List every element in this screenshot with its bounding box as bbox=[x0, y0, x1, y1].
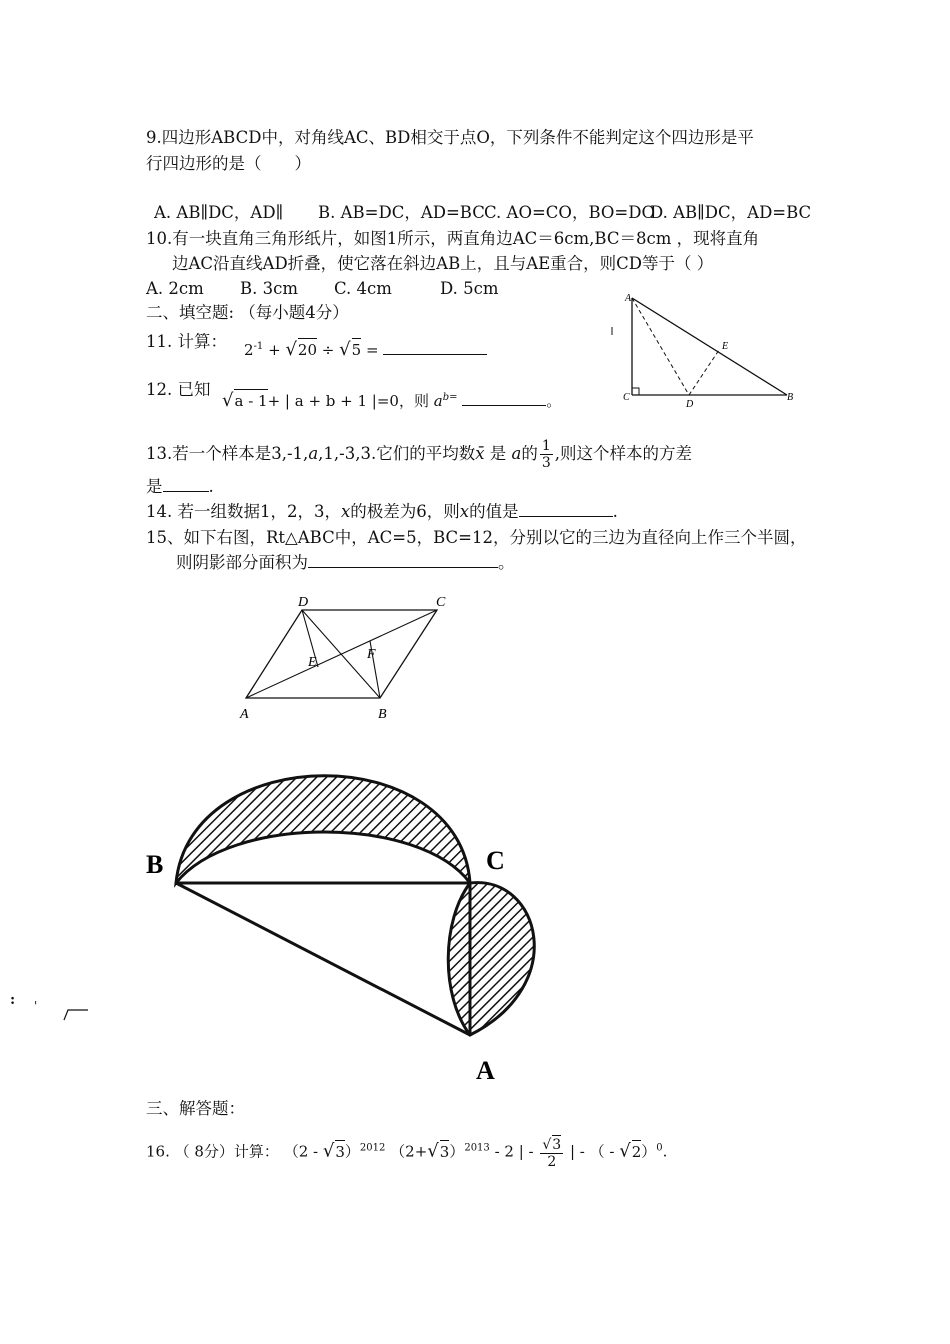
q14-x2: x bbox=[459, 502, 470, 521]
label-f: F bbox=[367, 647, 376, 662]
label-b: B bbox=[146, 850, 164, 879]
section3-title: 三、解答题： bbox=[146, 1099, 245, 1118]
q10-stem-line2: 边AC沿直线AD折叠，使它落在斜边AB上，且与AE重合，则CD等于（ ） bbox=[172, 254, 714, 273]
side-ab bbox=[632, 298, 787, 395]
q14-answer-blank[interactable] bbox=[519, 502, 613, 517]
q13-frac-den: 3 bbox=[541, 455, 551, 471]
q16-label: 16. （ 8分）计算： bbox=[146, 1142, 279, 1161]
q14-x1: x bbox=[340, 502, 351, 521]
q13-fraction bbox=[540, 438, 553, 471]
label-e: E bbox=[308, 655, 317, 670]
q13-answer-blank[interactable] bbox=[163, 477, 209, 492]
q14-part3: 的值是 bbox=[469, 502, 519, 521]
side-ab bbox=[176, 883, 470, 1035]
q13-frac-num: 1 bbox=[541, 438, 551, 454]
q16-t1-close: ） bbox=[344, 1142, 360, 1161]
q10-option-d: D. 5cm bbox=[440, 279, 499, 298]
q12-answer-blank[interactable] bbox=[462, 391, 546, 406]
shaded-lune-right bbox=[448, 883, 534, 1035]
q11-sqrt-b: 5 bbox=[352, 338, 362, 360]
q16-minus2: - 2 | - bbox=[494, 1142, 539, 1161]
q11-sqrt-a: 20 bbox=[298, 338, 317, 360]
q16-t3-close: ） bbox=[641, 1142, 657, 1161]
q14-part2: 的极差为6，则 bbox=[350, 502, 460, 521]
q11-eq: = bbox=[365, 341, 379, 359]
q11-answer-blank[interactable] bbox=[383, 340, 487, 355]
q15-end: 。 bbox=[498, 553, 515, 572]
q16-sqrt3-a: 3 bbox=[335, 1140, 345, 1162]
q13-part1: 13.若一个样本是3,-1, bbox=[146, 444, 309, 463]
q16-end: . bbox=[662, 1142, 668, 1161]
q14-line bbox=[146, 502, 618, 522]
q13-part3: 是 bbox=[484, 444, 512, 463]
q12-expression bbox=[222, 388, 561, 411]
section2-title: 二、填空题: （每小题4分） bbox=[146, 303, 349, 322]
q12-sqrt-expr: a - 1 bbox=[234, 389, 267, 411]
sqrt-icon: √ bbox=[222, 390, 234, 411]
q10-option-b: B. 3cm bbox=[240, 279, 298, 298]
q9-stem-line2: 行四边形的是（ ） bbox=[146, 154, 311, 173]
q15-line1: 15、如下右图，Rt△ABC中，AC=5，BC=12，分别以它的三边为直径向上作三个半圆， bbox=[146, 528, 807, 547]
q9-option-d: D. AB∥DC，AD=BC bbox=[650, 203, 812, 222]
q15-line2-text: 则阴影部分面积为 bbox=[176, 553, 308, 572]
q12-then: ，则 bbox=[398, 392, 429, 410]
q12-rest: + | a + b + 1 |=0 bbox=[267, 392, 399, 410]
q16-t2-close: ） bbox=[449, 1142, 465, 1161]
q14-part1: 14. 若一组数据1，2，3， bbox=[146, 502, 341, 521]
margin-colon: : bbox=[10, 992, 16, 1008]
q13-part4: 的 bbox=[521, 444, 538, 463]
right-angle-mark bbox=[632, 388, 639, 395]
q16-fraction bbox=[540, 1135, 563, 1170]
shaded-lune-top bbox=[176, 776, 470, 883]
q15-line2 bbox=[176, 553, 515, 573]
q9-option-c: C. AO=CO，BO=DO bbox=[484, 203, 655, 222]
q10-stem-line1: 10.有一块直角三角形纸片，如图1所示，两直角边AC＝6cm,BC＝8cm ，现将直角 bbox=[146, 229, 760, 248]
q11-expression bbox=[244, 337, 487, 360]
q13-line2 bbox=[146, 477, 214, 497]
label-c: C bbox=[486, 846, 505, 875]
q9-stem-line1: 9.四边形ABCD中，对角线AC、BD相交于点O，下列条件不能判定这个四边形是平 bbox=[146, 128, 754, 147]
q9-option-b: B. AB=DC，AD=BC bbox=[318, 203, 485, 222]
q11-div: ÷ bbox=[321, 341, 335, 359]
q9-option-a: A. AB∥DC，AD∥ bbox=[154, 203, 284, 222]
q13-xbar: x̄ bbox=[475, 444, 485, 463]
triangle-figure bbox=[605, 285, 805, 410]
q11-exp: -1 bbox=[253, 341, 264, 352]
q13-part2: ,1,-3,3.它们的平均数 bbox=[318, 444, 476, 463]
q16-frac-sqrt3: 3 bbox=[552, 1137, 562, 1153]
parallelogram-figure bbox=[232, 590, 462, 725]
q15-answer-blank[interactable] bbox=[308, 553, 498, 568]
q13-a2: a bbox=[511, 444, 522, 463]
label-d: D bbox=[686, 399, 694, 410]
sqrt-icon: √ bbox=[285, 339, 297, 360]
label-b: B bbox=[378, 707, 387, 722]
q12-eq: = bbox=[449, 392, 458, 403]
label-e: E bbox=[722, 341, 729, 352]
q12-power-base: a bbox=[433, 392, 443, 410]
q16-frac-den: 2 bbox=[547, 1154, 557, 1170]
label-a: A bbox=[476, 1056, 495, 1085]
q16-line bbox=[146, 1135, 667, 1170]
q11-label: 11. 计算： bbox=[146, 332, 227, 351]
q10-option-a: A. 2cm bbox=[146, 279, 204, 298]
sqrt-icon: √ bbox=[322, 1140, 335, 1162]
q11-plus: + bbox=[268, 341, 281, 359]
q16-exp3: 0 bbox=[656, 1142, 663, 1154]
q16-sqrt2: 2 bbox=[632, 1140, 642, 1162]
sqrt-icon: √ bbox=[619, 1140, 631, 1162]
label-d: D bbox=[298, 595, 309, 610]
q12-end: 。 bbox=[546, 392, 562, 410]
label-a: A bbox=[240, 707, 249, 722]
q16-abs-close: | - （ - bbox=[565, 1142, 620, 1161]
q16-exp2: 2013 bbox=[464, 1142, 490, 1154]
q16-sqrt3-b: 3 bbox=[440, 1140, 450, 1162]
q16-frac-num bbox=[540, 1135, 563, 1154]
margin-radical-icon bbox=[62, 1008, 92, 1022]
q13-line2-start: 是 bbox=[146, 477, 163, 496]
q16-exp1: 2012 bbox=[359, 1142, 386, 1154]
segment-de bbox=[689, 350, 719, 395]
label-c: C bbox=[436, 595, 446, 610]
q12-label: 12. 已知 bbox=[146, 380, 211, 399]
sqrt-icon: √ bbox=[542, 1137, 552, 1153]
q10-option-c: C. 4cm bbox=[334, 279, 392, 298]
sqrt-icon: √ bbox=[427, 1140, 439, 1162]
q13-line2-end: . bbox=[208, 477, 214, 496]
sqrt-icon: √ bbox=[339, 339, 351, 360]
q11-base: 2 bbox=[244, 341, 254, 359]
q13-a1: a bbox=[308, 444, 319, 463]
label-a: A bbox=[625, 293, 632, 304]
q13-line1 bbox=[146, 438, 692, 471]
q16-t2-open: （2+ bbox=[390, 1142, 428, 1161]
label-c: C bbox=[623, 392, 630, 403]
q13-part5: ,则这个样本的方差 bbox=[554, 444, 693, 463]
fold-line-ad bbox=[632, 298, 689, 395]
semicircle-figure bbox=[140, 735, 570, 1085]
margin-comma: ' bbox=[34, 999, 38, 1013]
q14-end: . bbox=[612, 502, 618, 521]
q16-t1-open: （2 - bbox=[283, 1142, 323, 1161]
label-b: B bbox=[787, 392, 794, 403]
q12-power-exp: b bbox=[442, 392, 450, 403]
